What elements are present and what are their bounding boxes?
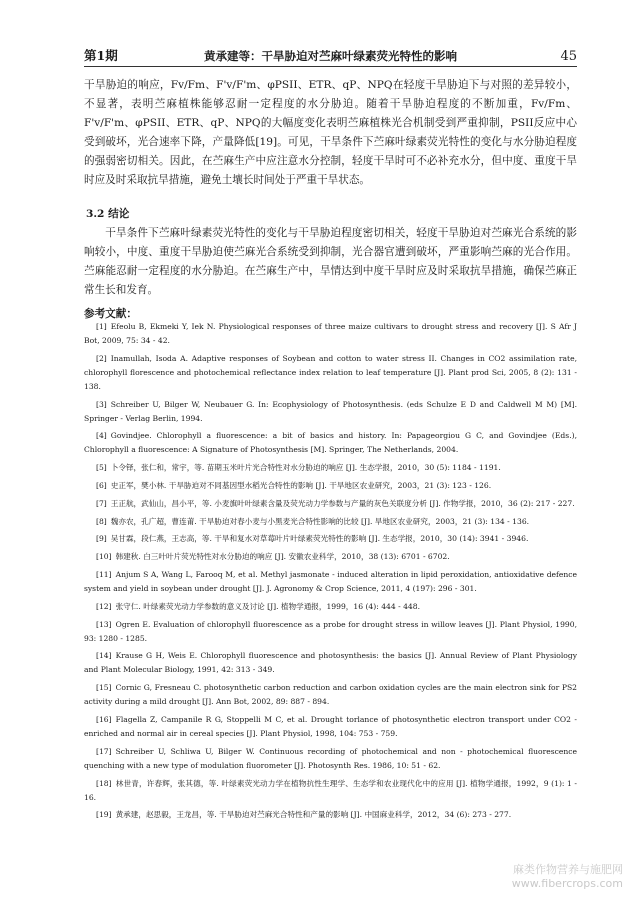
reference-number: [12] (96, 601, 112, 611)
reference-item (84, 600, 577, 614)
reference-text: Ogren E. Evaluation of chlorophyll fluorescence as a probe for drought stress in willow leaves [J]. Plant Physiol, 1990, 93: 1280 - 1285. (84, 619, 577, 643)
reference-number: [11] (96, 569, 112, 579)
reference-item (84, 550, 577, 564)
reference-item (84, 777, 577, 805)
reference-item (84, 429, 577, 457)
reference-item (84, 515, 577, 529)
reference-text: 林世青，许春辉，张其德，等. 叶绿素荧光动力学在植物抗性生理学、生态学和农业现代化中的应用 [J]. 植物学通报，1992，9 (1): 1 - 16. (84, 778, 577, 802)
reference-item (84, 461, 577, 475)
reference-number: [17] (96, 746, 112, 756)
reference-text: 黄承建，赵思毅，王龙昌，等. 干旱胁迫对苎麻光合特性和产量的影响 [J]. 中国麻业科学，2012，34 (6): 273 - 277. (115, 810, 512, 820)
reference-text: Schreiber U, Schliwa U, Bilger W. Continuous recording of photochemical and non - photochemical fluorescence quenching with a new type of modulation fluorometer [J]. Photosynth Res. 1986, 10: 51 - 62. (84, 746, 577, 770)
reference-number: [14] (96, 651, 112, 661)
conclusion-paragraph: 干旱条件下苎麻叶绿素荧光特性的变化与干旱胁迫程度密切相关，轻度干旱胁迫对苎麻光合系统的影响较小，中度、重度干旱胁迫使苎麻光合系统受到抑制，光合器官遭到破坏，严重影响苎麻的光合作用。苎麻能忍耐一定程度的水分胁迫。在苎麻生产中，旱情达到中度干旱时应及时采取抗旱措施，确保苎麻正常生长和发育。 (84, 227, 577, 296)
reference-number: [5] (96, 463, 107, 473)
reference-text: 史正军，樊小林. 干旱胁迫对不同基因型水稻光合特性的影响 [J]. 干旱地区农业研究，2003，21 (3): 123 - 126. (110, 480, 492, 490)
reference-number: [18] (96, 778, 112, 788)
reference-text: Flagella Z, Campanile R G, Stoppelli M C, et al. Drought torlance of photosynthetic electron transport under CO2 - enriched and normal air in cereal species [J]. Plant Physiol, 1998, 104: 753 - 759. (84, 714, 577, 738)
reference-number: [15] (96, 683, 112, 693)
references-heading: 参考文献： (84, 308, 137, 320)
reference-text: Efeolu B, Ekmeki Y, Iek N. Physiological responses of three maize cultivars to drought stress and recovery [J]. S Afr J Bot, 2009, 75: 34 - 42. (84, 322, 577, 345)
reference-item (84, 532, 577, 546)
reference-item (84, 808, 577, 822)
reference-number: [10] (96, 552, 112, 562)
discussion-paragraph: 干旱胁迫的响应，Fv/Fm、F'v/F'm、φPSII、ETR、qP、NPQ在轻度干旱胁迫下与对照的差异较小，不显著，表明苎麻植株能够忍耐一定程度的水分胁迫。随着干旱胁迫程度的不断加重，Fv/Fm、F'v/F'm、φPSII、ETR、qP、NPQ的大幅度变化表明苎麻植株光合机制受到严重抑制，PSII反应中心受到破坏，光合速率下降，产量降低[19]。可见，干旱条件下苎麻叶绿素荧光特性的变化与水分胁迫程度的强弱密切相关。因此，在苎麻生产中应注意水分控制，轻度干旱时可不必补充水分，但中度、重度干旱时应及时采取抗旱措施，避免土壤长时间处于严重干旱状态。 (84, 79, 577, 186)
reference-item (84, 497, 577, 511)
reference-text: 吴甘霖，段仁燕，王志高，等. 干旱和复水对草莓叶片叶绿素荧光特性的影响 [J]. 生态学报，2010，30 (14): 3941 - 3946. (110, 534, 529, 544)
reference-text: 卜令铎，张仁和，常宇，等. 苗期玉米叶片光合特性对水分胁迫的响应 [J]. 生态学报，2010，30 (5): 1184 - 1191. (110, 463, 501, 473)
reference-item (84, 398, 577, 426)
reference-item (84, 352, 577, 394)
reference-text: 魏亦农，孔广超，曹连莆. 干旱胁迫对春小麦与小黑麦光合特性影响的比较 [J]. 旱地区农业研究，2003，21 (3): 134 - 136. (110, 516, 530, 526)
reference-text: Cornic G, Fresneau C. photosynthetic carbon reduction and carbon oxidation cycles are the main electron sink for PS2 activity during a mild drought [J]. Ann Bot, 2002, 89: 887 - 894. (84, 683, 577, 707)
reference-item (84, 713, 577, 741)
reference-text: Govindjee. Chlorophyll a fluorescence: a bit of basics and history. In: Papageorgiou G C, and Govindjee (Eds.), Chlorophyll a fluorescence: A Signature of Photosynthesis [M]. Springer, The Netherlands, 2004. (84, 431, 577, 455)
reference-text: 韩建秋. 白三叶叶片荧光特性对水分胁迫的响应 [J]. 安徽农业科学，2010，38 (13): 6701 - 6702. (115, 552, 450, 562)
reference-item (84, 320, 577, 348)
reference-number: [1] (96, 322, 107, 331)
reference-number: [2] (96, 353, 107, 363)
reference-number: [19] (96, 810, 112, 820)
watermark-title: 麻类作物营养与施肥网 (513, 863, 623, 876)
watermark-url: www.fibercrops.com (511, 877, 623, 890)
reference-number: [9] (96, 534, 107, 544)
reference-text: Krause G H, Weis E. Chlorophyll fluorescence and photosynthesis: the basics [J]. Annual Review of Plant Physiology and Plant Molecular Biology, 1991, 42: 313 - 349. (84, 651, 577, 675)
reference-item (84, 568, 577, 596)
reference-number: [3] (96, 399, 107, 409)
reference-number: [8] (96, 516, 107, 526)
running-title: 黄承建等：干旱胁迫对苎麻叶绿素荧光特性的影响 (204, 49, 457, 63)
running-header (84, 44, 577, 64)
reference-item (84, 649, 577, 677)
reference-item (84, 681, 577, 709)
issue-label: 第1期 (84, 48, 118, 63)
reference-number: [16] (96, 714, 112, 724)
watermark (512, 863, 623, 891)
page-number: 45 (560, 49, 577, 64)
reference-text: 王正航，武仙山，昌小平，等. 小麦旗叶叶绿素含量及荧光动力学参数与产量的灰色关联度分析 [J]. 作物学报，2010，36 (2): 217 - 227. (110, 498, 575, 508)
reference-text: Schreiber U, Bilger W, Neubauer G. In: Ecophysiology of Photosynthesis. (eds Schulze E D and Caldwell M M) [M]. Springer - Verlag Berlin, 1994. (84, 399, 577, 423)
reference-number: [13] (96, 619, 112, 629)
reference-text: 张守仁. 叶绿素荧光动力学参数的意义及讨论 [J]. 植物学通报，1999，16 (4): 444 - 448. (115, 601, 420, 611)
header-rule (84, 66, 577, 67)
reference-text: Anjum S A, Wang L, Farooq M, et al. Methyl jasmonate - induced alteration in lipid peroxidation, antioxidative defence system and yield in soybean under drought [J]. J. Agronomy & Crop Science, 2011, 4 (197): 296 - 301. (84, 569, 577, 593)
reference-list (84, 320, 577, 826)
reference-number: [7] (96, 498, 107, 508)
reference-number: [6] (96, 480, 107, 490)
reference-item (84, 745, 577, 773)
reference-number: [4] (96, 431, 107, 441)
reference-item (84, 618, 577, 646)
section-heading-conclusion: 3.2 结论 (86, 208, 130, 220)
reference-text: Inamullah, Isoda A. Adaptive responses of Soybean and cotton to water stress II. Changes in CO2 assimilation rate, chlorophyll florescence and photochemical reflectance index relation to leaf temperature [J]. Plant prod Sci, 2005, 8 (2): 131 - 138. (84, 353, 577, 391)
reference-item (84, 479, 577, 493)
